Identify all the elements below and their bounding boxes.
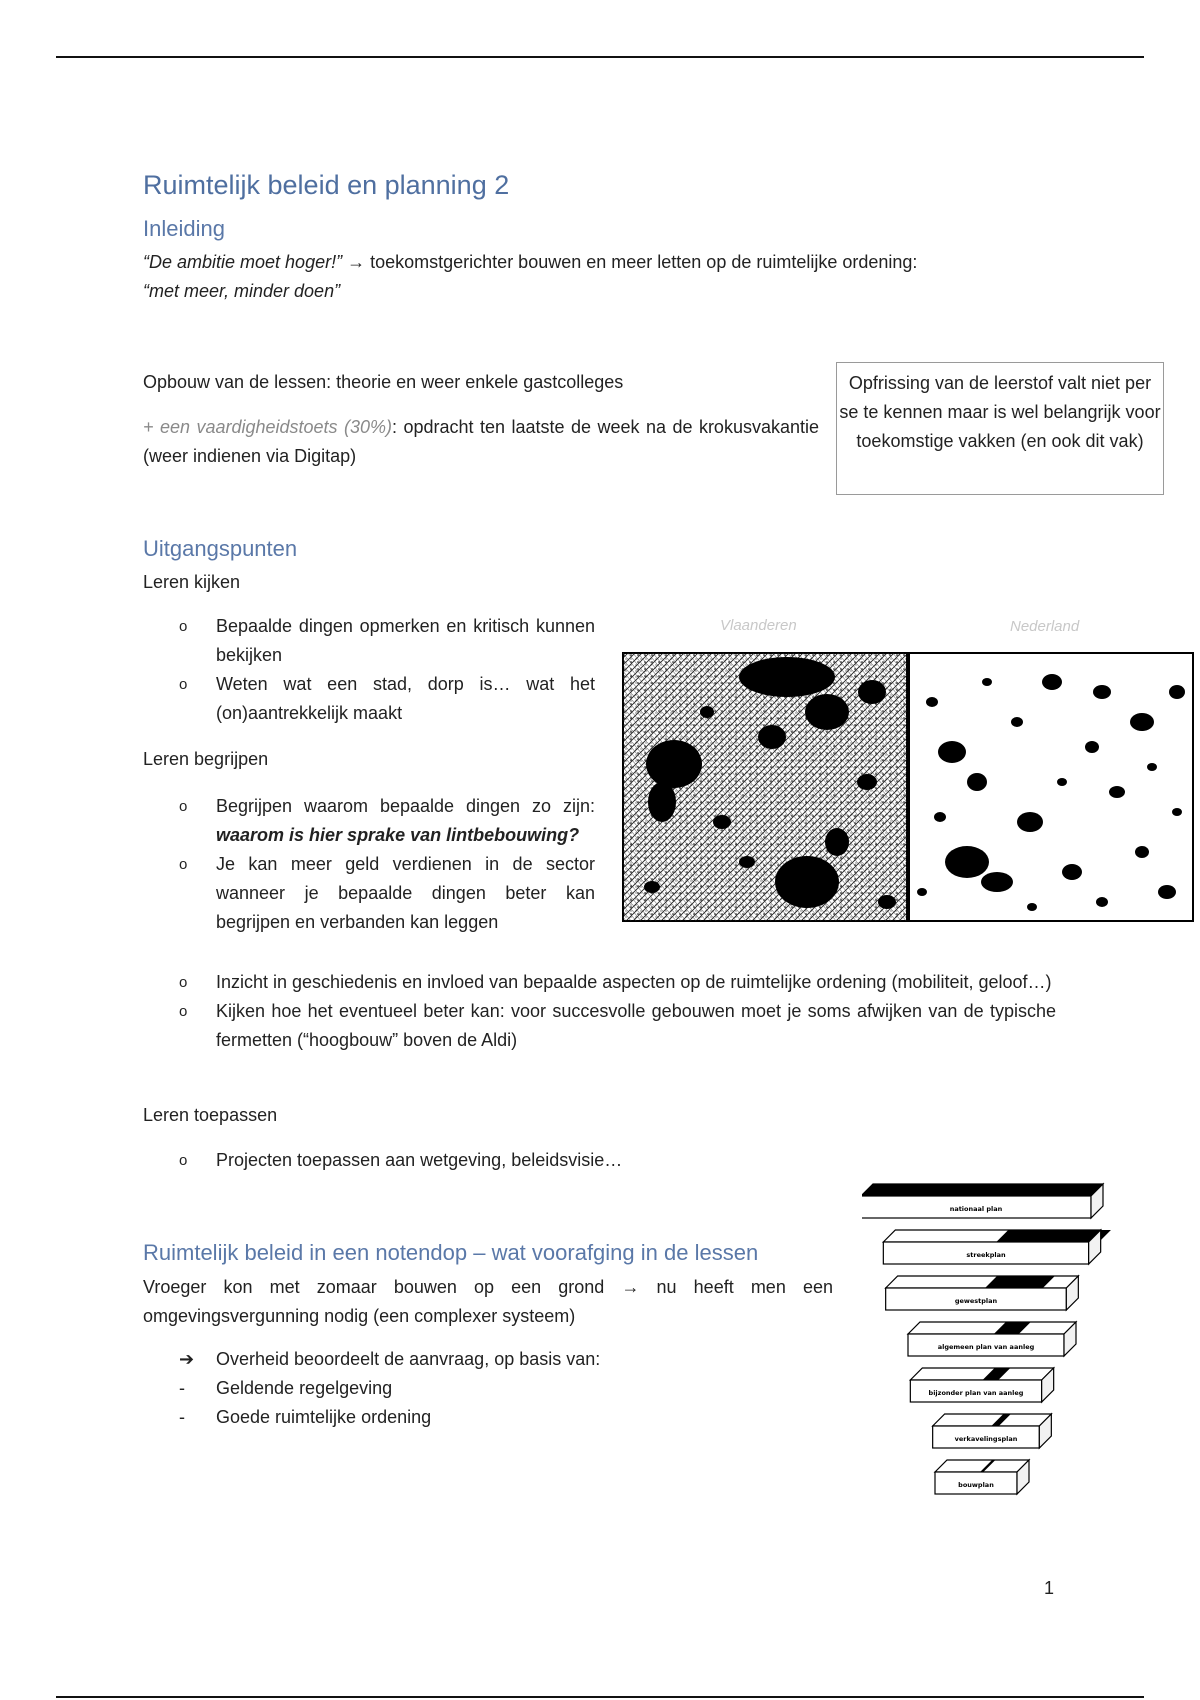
pyramid-layer	[908, 1322, 1076, 1356]
leren-toepassen-list	[143, 1146, 843, 1175]
list-item: o Projecten toepassen aan wetgeving, beleidsvisie…	[143, 1146, 843, 1175]
map-label-nederland: Nederland	[1010, 618, 1080, 635]
map-nederland	[909, 653, 1193, 921]
leren-kijken-label: Leren kijken	[143, 572, 241, 592]
list-item: o Weten wat een stad, dorp is… wat het (on)aantrekkelijk maakt	[143, 670, 595, 728]
lessons-plus	[143, 413, 819, 471]
intro-quote: “De ambitie moet hoger!”	[143, 252, 343, 272]
notendop-list	[143, 1345, 823, 1432]
leren-toepassen-label: Leren toepassen	[143, 1105, 278, 1125]
settlement-maps-figure	[622, 652, 1194, 924]
list-item: o Kijken hoe het eventueel beter kan: voor succesvolle gebouwen moet je soms afwijken van de typische fermetten (“hoogbouw” boven de Aldi)	[143, 997, 1056, 1055]
map-label-vlaanderen: Vlaanderen	[720, 617, 797, 634]
skill-test-label: + een vaardigheidstoets (30%)	[143, 417, 393, 437]
intro-text: toekomstgerichter bouwen en meer letten op de ruimtelijke ordening:	[370, 252, 918, 272]
bottom-rule	[56, 1696, 1144, 1698]
pyramid-layer	[910, 1368, 1053, 1402]
notendop-paragraph: Vroeger kon met zomaar bouwen op een grond → nu heeft men een omgevingsvergunning nodig (een complexer systeem)	[143, 1277, 833, 1326]
callout-box	[836, 362, 1164, 495]
skill-test-text: : opdracht ten laatste de week na de krokusvakantie (weer indienen via Digitap)	[143, 417, 819, 466]
map-vlaanderen	[623, 653, 907, 921]
pyramid-label: algemeen plan van aanleg	[937, 1343, 1035, 1351]
arrow-right-icon: ➔	[179, 1349, 195, 1369]
planning-pyramid-figure	[862, 1180, 1112, 1525]
lessons-text: Opbouw van de lessen: theorie en weer enkele gastcolleges	[143, 372, 624, 392]
leren-begrijpen-list	[143, 792, 595, 937]
intro-quote-2: “met meer, minder doen”	[143, 281, 341, 301]
pyramid-layer	[933, 1414, 1052, 1448]
top-rule	[56, 56, 1144, 58]
arrow-icon: →	[621, 1277, 640, 1297]
pyramid-layer	[883, 1230, 1111, 1264]
list-item: o Inzicht in geschiedenis en invloed van bepaalde aspecten op de ruimtelijke ordening (mobiliteit, geloof…)	[143, 968, 1056, 997]
page-number: 1	[1044, 1578, 1055, 1598]
list-item: - Geldende regelgeving	[179, 1378, 393, 1398]
intro-heading: Inleiding	[143, 216, 225, 241]
leren-kijken-list	[143, 612, 595, 728]
callout-text: Opfrissing van de leerstof valt niet per se te kennen maar is wel belangrijk voor toekomstige vakken (en ook dit vak)	[839, 373, 1161, 451]
pyramid-label: streekplan	[966, 1251, 1006, 1259]
pyramid-label: bijzonder plan van aanleg	[928, 1389, 1024, 1397]
list-item: - Goede ruimtelijke ordening	[179, 1407, 432, 1427]
page-title: Ruimtelijk beleid en planning 2	[143, 170, 510, 200]
intro-paragraph	[143, 248, 1063, 306]
pyramid-layer	[862, 1184, 1103, 1218]
pyramid-layer	[886, 1276, 1079, 1310]
pyramid-label: verkavelingsplan	[954, 1435, 1018, 1443]
uitgangspunten-heading: Uitgangspunten	[143, 536, 298, 561]
pyramid-label: gewestplan	[954, 1297, 998, 1305]
lintbebouwing-question: waarom is hier sprake van lintbebouwing?	[216, 825, 580, 845]
list-item: o Bepaalde dingen opmerken en kritisch kunnen bekijken	[143, 612, 595, 670]
notendop-heading: Ruimtelijk beleid in een notendop – wat voorafging in de lessen	[143, 1240, 759, 1265]
list-item: o Begrijpen waarom bepaalde dingen zo zijn: waarom is hier sprake van lintbebouwing?	[143, 792, 595, 850]
leren-begrijpen-label: Leren begrijpen	[143, 749, 269, 769]
list-item: ➔ Overheid beoordeelt de aanvraag, op basis van:	[143, 1345, 823, 1374]
leren-begrijpen-list-wide	[143, 968, 1056, 1055]
arrow-icon: →	[347, 252, 366, 272]
list-item: o Je kan meer geld verdienen in de sector wanneer je bepaalde dingen beter kan begrijpen en verbanden kan leggen	[143, 850, 595, 937]
pyramid-label: bouwplan	[958, 1481, 994, 1489]
pyramid-layer	[935, 1460, 1029, 1494]
pyramid-label: nationaal plan	[949, 1205, 1003, 1213]
